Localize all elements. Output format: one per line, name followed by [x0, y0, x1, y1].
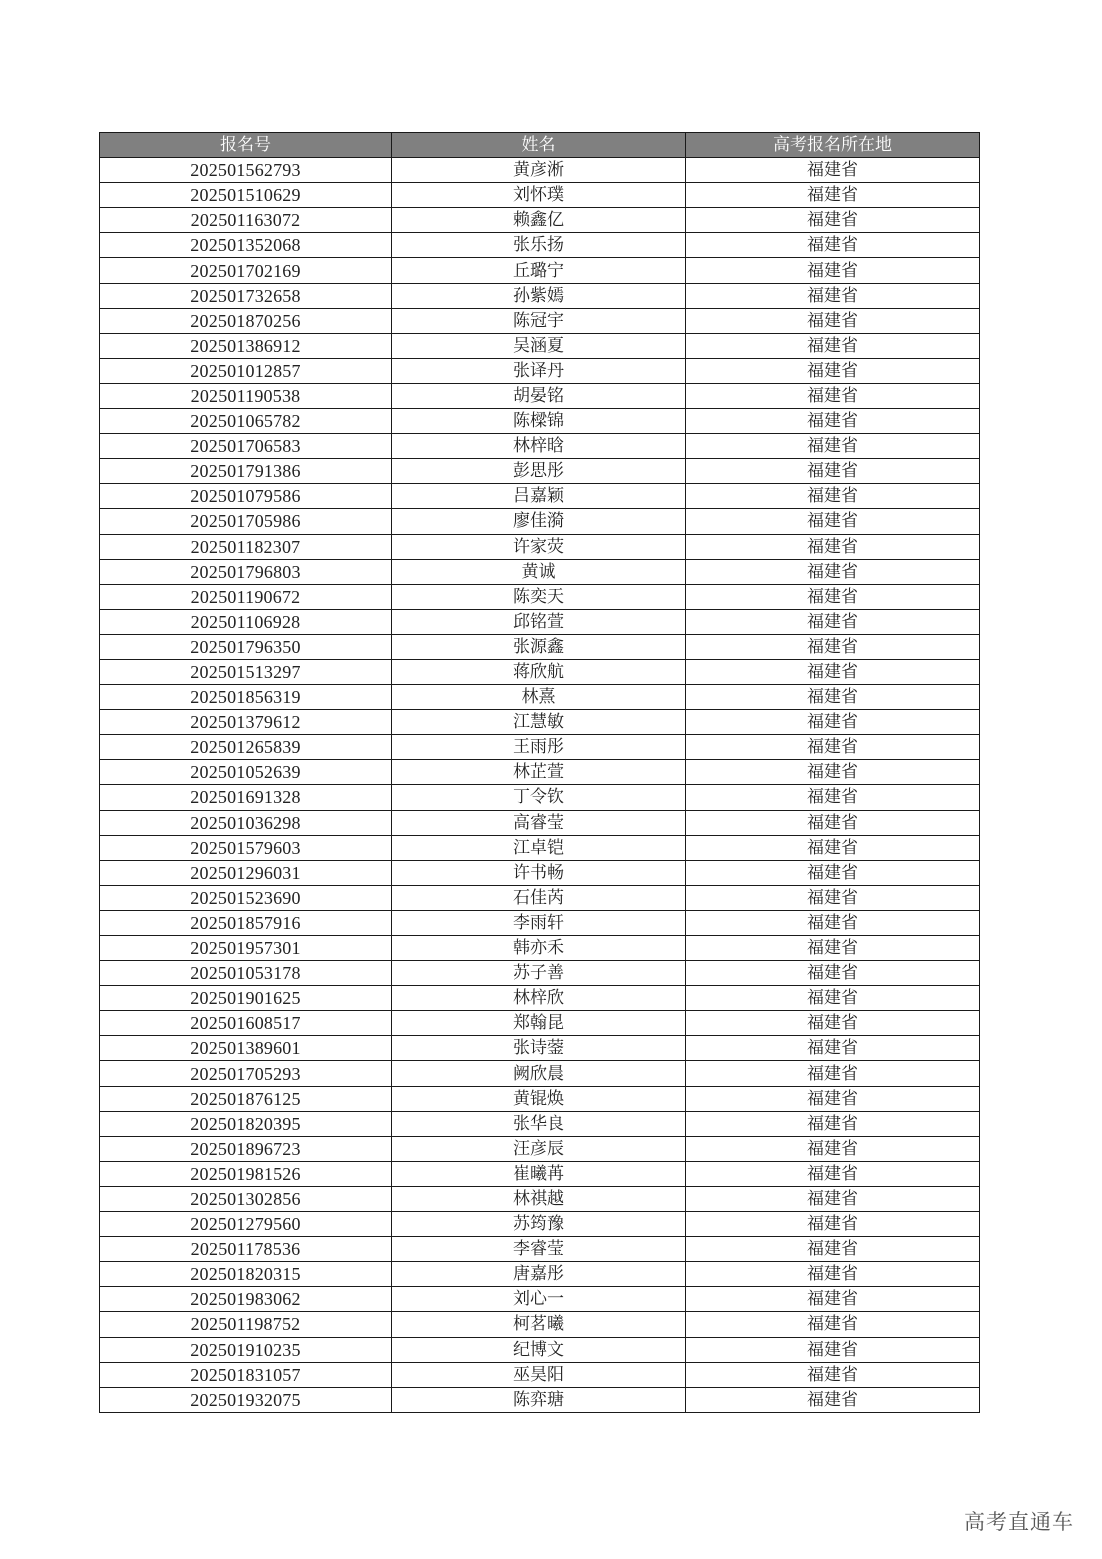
name-cell: 唐嘉彤	[392, 1262, 686, 1287]
table-row	[100, 1136, 980, 1161]
registration-number-cell: 202501163072	[100, 208, 392, 233]
location-cell: 福建省	[686, 383, 980, 408]
name-cell: 丘璐宁	[392, 258, 686, 283]
table-row	[100, 760, 980, 785]
table-row	[100, 1036, 980, 1061]
table-row	[100, 1061, 980, 1086]
registration-number-cell: 202501820395	[100, 1111, 392, 1136]
location-cell: 福建省	[686, 1136, 980, 1161]
name-cell: 张源鑫	[392, 634, 686, 659]
location-cell: 福建省	[686, 1312, 980, 1337]
location-cell: 福建省	[686, 1262, 980, 1287]
table-row	[100, 333, 980, 358]
name-cell: 林梓晗	[392, 434, 686, 459]
location-cell: 福建省	[686, 158, 980, 183]
name-cell: 黄彦淅	[392, 158, 686, 183]
name-cell: 韩亦禾	[392, 936, 686, 961]
registration-number-cell: 202501705293	[100, 1061, 392, 1086]
table-row	[100, 1186, 980, 1211]
registration-number-cell: 202501932075	[100, 1387, 392, 1412]
registration-number-cell: 202501901625	[100, 986, 392, 1011]
table-row	[100, 659, 980, 684]
name-cell: 巫昊阳	[392, 1362, 686, 1387]
location-cell: 福建省	[686, 1086, 980, 1111]
registration-number-cell: 202501198752	[100, 1312, 392, 1337]
registration-number-cell: 202501386912	[100, 333, 392, 358]
location-cell: 福建省	[686, 685, 980, 710]
name-cell: 高睿莹	[392, 810, 686, 835]
registration-number-cell: 202501702169	[100, 258, 392, 283]
name-cell: 林梓欣	[392, 986, 686, 1011]
registration-number-cell: 202501820315	[100, 1262, 392, 1287]
location-cell: 福建省	[686, 609, 980, 634]
location-cell: 福建省	[686, 1287, 980, 1312]
location-cell: 福建省	[686, 1387, 980, 1412]
table-row	[100, 383, 980, 408]
table-row	[100, 559, 980, 584]
table-row	[100, 208, 980, 233]
registration-number-cell: 202501302856	[100, 1186, 392, 1211]
name-cell: 汪彦辰	[392, 1136, 686, 1161]
location-cell: 福建省	[686, 910, 980, 935]
registration-number-cell: 202501036298	[100, 810, 392, 835]
name-cell: 苏筠豫	[392, 1212, 686, 1237]
name-cell: 赖鑫亿	[392, 208, 686, 233]
location-cell: 福建省	[686, 659, 980, 684]
name-cell: 苏子善	[392, 961, 686, 986]
registration-number-cell: 202501079586	[100, 484, 392, 509]
location-cell: 福建省	[686, 208, 980, 233]
location-cell: 福建省	[686, 534, 980, 559]
name-cell: 许书畅	[392, 860, 686, 885]
registration-number-cell: 202501178536	[100, 1237, 392, 1262]
registration-number-cell: 202501513297	[100, 659, 392, 684]
name-cell: 许家荧	[392, 534, 686, 559]
table-row	[100, 986, 980, 1011]
table-row	[100, 910, 980, 935]
registration-number-cell: 202501910235	[100, 1337, 392, 1362]
location-cell: 福建省	[686, 760, 980, 785]
name-cell: 郑翰昆	[392, 1011, 686, 1036]
name-cell: 李睿莹	[392, 1237, 686, 1262]
location-cell: 福建省	[686, 509, 980, 534]
location-cell: 福建省	[686, 358, 980, 383]
registration-number-cell: 202501957301	[100, 936, 392, 961]
location-cell: 福建省	[686, 1036, 980, 1061]
location-cell: 福建省	[686, 885, 980, 910]
table-row	[100, 308, 980, 333]
registration-number-cell: 202501831057	[100, 1362, 392, 1387]
location-cell: 福建省	[686, 810, 980, 835]
table-row	[100, 233, 980, 258]
table-row	[100, 1237, 980, 1262]
table-row	[100, 409, 980, 434]
location-cell: 福建省	[686, 1237, 980, 1262]
location-cell: 福建省	[686, 1337, 980, 1362]
name-cell: 阙欣晨	[392, 1061, 686, 1086]
table-row	[100, 860, 980, 885]
location-cell: 福建省	[686, 961, 980, 986]
name-cell: 张乐扬	[392, 233, 686, 258]
name-cell: 邱铭萱	[392, 609, 686, 634]
table-row	[100, 509, 980, 534]
table-row	[100, 283, 980, 308]
registration-number-cell: 202501983062	[100, 1287, 392, 1312]
location-cell: 福建省	[686, 283, 980, 308]
table-row	[100, 584, 980, 609]
location-cell: 福建省	[686, 735, 980, 760]
column-header-registration-number: 报名号	[100, 133, 392, 158]
name-cell: 吴涵夏	[392, 333, 686, 358]
table-row	[100, 735, 980, 760]
location-cell: 福建省	[686, 1011, 980, 1036]
location-cell: 福建省	[686, 484, 980, 509]
name-cell: 江卓铠	[392, 835, 686, 860]
location-cell: 福建省	[686, 1161, 980, 1186]
registration-number-cell: 202501065782	[100, 409, 392, 434]
name-cell: 江慧敏	[392, 710, 686, 735]
table-header-row	[100, 133, 980, 158]
name-cell: 彭思彤	[392, 459, 686, 484]
name-cell: 林熹	[392, 685, 686, 710]
registration-number-cell: 202501052639	[100, 760, 392, 785]
name-cell: 林芷萱	[392, 760, 686, 785]
registration-number-cell: 202501053178	[100, 961, 392, 986]
registration-number-cell: 202501856319	[100, 685, 392, 710]
registration-number-cell: 202501706583	[100, 434, 392, 459]
registration-number-cell: 202501510629	[100, 183, 392, 208]
registration-number-cell: 202501981526	[100, 1161, 392, 1186]
registration-number-cell: 202501896723	[100, 1136, 392, 1161]
name-cell: 纪博文	[392, 1337, 686, 1362]
table-row	[100, 685, 980, 710]
location-cell: 福建省	[686, 183, 980, 208]
table-row	[100, 609, 980, 634]
table-row	[100, 1312, 980, 1337]
registration-number-cell: 202501389601	[100, 1036, 392, 1061]
registration-number-cell: 202501523690	[100, 885, 392, 910]
location-cell: 福建省	[686, 936, 980, 961]
table-row	[100, 459, 980, 484]
registration-number-cell: 202501691328	[100, 785, 392, 810]
name-cell: 胡晏铭	[392, 383, 686, 408]
registration-number-cell: 202501190538	[100, 383, 392, 408]
registration-number-cell: 202501352068	[100, 233, 392, 258]
registration-number-cell: 202501857916	[100, 910, 392, 935]
name-cell: 陈弈瑭	[392, 1387, 686, 1412]
location-cell: 福建省	[686, 409, 980, 434]
name-cell: 陈樑锦	[392, 409, 686, 434]
name-cell: 刘心一	[392, 1287, 686, 1312]
table-row	[100, 936, 980, 961]
location-cell: 福建省	[686, 434, 980, 459]
table-row	[100, 1212, 980, 1237]
table-row	[100, 534, 980, 559]
registration-number-cell: 202501190672	[100, 584, 392, 609]
registration-number-cell: 202501012857	[100, 358, 392, 383]
registration-number-cell: 202501796350	[100, 634, 392, 659]
name-cell: 黄诚	[392, 559, 686, 584]
table-row	[100, 810, 980, 835]
name-cell: 李雨轩	[392, 910, 686, 935]
registration-number-cell: 202501608517	[100, 1011, 392, 1036]
table-row	[100, 1161, 980, 1186]
column-header-registration-location: 高考报名所在地	[686, 133, 980, 158]
table-row	[100, 835, 980, 860]
name-cell: 张华良	[392, 1111, 686, 1136]
name-cell: 孙紫嫣	[392, 283, 686, 308]
location-cell: 福建省	[686, 986, 980, 1011]
registration-number-cell: 202501296031	[100, 860, 392, 885]
table-body	[100, 158, 980, 1413]
table-row	[100, 1337, 980, 1362]
table-row	[100, 258, 980, 283]
location-cell: 福建省	[686, 559, 980, 584]
registration-number-cell: 202501732658	[100, 283, 392, 308]
table-row	[100, 434, 980, 459]
roster-table	[99, 132, 980, 1413]
table-row	[100, 634, 980, 659]
table-row	[100, 1111, 980, 1136]
registration-number-cell: 202501379612	[100, 710, 392, 735]
watermark-text: 高考直通车	[964, 1510, 1074, 1534]
location-cell: 福建省	[686, 584, 980, 609]
table-row	[100, 358, 980, 383]
table-row	[100, 158, 980, 183]
registration-number-cell: 202501796803	[100, 559, 392, 584]
table-row	[100, 484, 980, 509]
registration-number-cell: 202501705986	[100, 509, 392, 534]
name-cell: 陈冠宇	[392, 308, 686, 333]
name-cell: 丁令钦	[392, 785, 686, 810]
registration-number-cell: 202501876125	[100, 1086, 392, 1111]
registration-number-cell: 202501279560	[100, 1212, 392, 1237]
table-row	[100, 1262, 980, 1287]
table-row	[100, 885, 980, 910]
name-cell: 张诗蓥	[392, 1036, 686, 1061]
name-cell: 黄锟焕	[392, 1086, 686, 1111]
registration-number-cell: 202501791386	[100, 459, 392, 484]
location-cell: 福建省	[686, 233, 980, 258]
location-cell: 福建省	[686, 258, 980, 283]
location-cell: 福建省	[686, 459, 980, 484]
registration-number-cell: 202501562793	[100, 158, 392, 183]
name-cell: 张译丹	[392, 358, 686, 383]
registration-number-cell: 202501265839	[100, 735, 392, 760]
table-row	[100, 785, 980, 810]
table-row	[100, 1287, 980, 1312]
table-row	[100, 961, 980, 986]
name-cell: 柯茗曦	[392, 1312, 686, 1337]
location-cell: 福建省	[686, 835, 980, 860]
column-header-name: 姓名	[392, 133, 686, 158]
table-row	[100, 183, 980, 208]
table-row	[100, 1086, 980, 1111]
name-cell: 崔曦苒	[392, 1161, 686, 1186]
registration-number-cell: 202501182307	[100, 534, 392, 559]
table-row	[100, 1387, 980, 1412]
name-cell: 蒋欣航	[392, 659, 686, 684]
name-cell: 王雨彤	[392, 735, 686, 760]
table-row	[100, 1011, 980, 1036]
name-cell: 刘怀璞	[392, 183, 686, 208]
registration-number-cell: 202501579603	[100, 835, 392, 860]
registration-number-cell: 202501870256	[100, 308, 392, 333]
table-row	[100, 1362, 980, 1387]
location-cell: 福建省	[686, 1362, 980, 1387]
location-cell: 福建省	[686, 308, 980, 333]
table-row	[100, 710, 980, 735]
name-cell: 石佳芮	[392, 885, 686, 910]
location-cell: 福建省	[686, 1186, 980, 1211]
location-cell: 福建省	[686, 1061, 980, 1086]
name-cell: 吕嘉颖	[392, 484, 686, 509]
registration-number-cell: 202501106928	[100, 609, 392, 634]
location-cell: 福建省	[686, 1212, 980, 1237]
location-cell: 福建省	[686, 333, 980, 358]
name-cell: 陈奕天	[392, 584, 686, 609]
location-cell: 福建省	[686, 634, 980, 659]
location-cell: 福建省	[686, 785, 980, 810]
location-cell: 福建省	[686, 710, 980, 735]
name-cell: 林祺越	[392, 1186, 686, 1211]
location-cell: 福建省	[686, 860, 980, 885]
name-cell: 廖佳漪	[392, 509, 686, 534]
location-cell: 福建省	[686, 1111, 980, 1136]
